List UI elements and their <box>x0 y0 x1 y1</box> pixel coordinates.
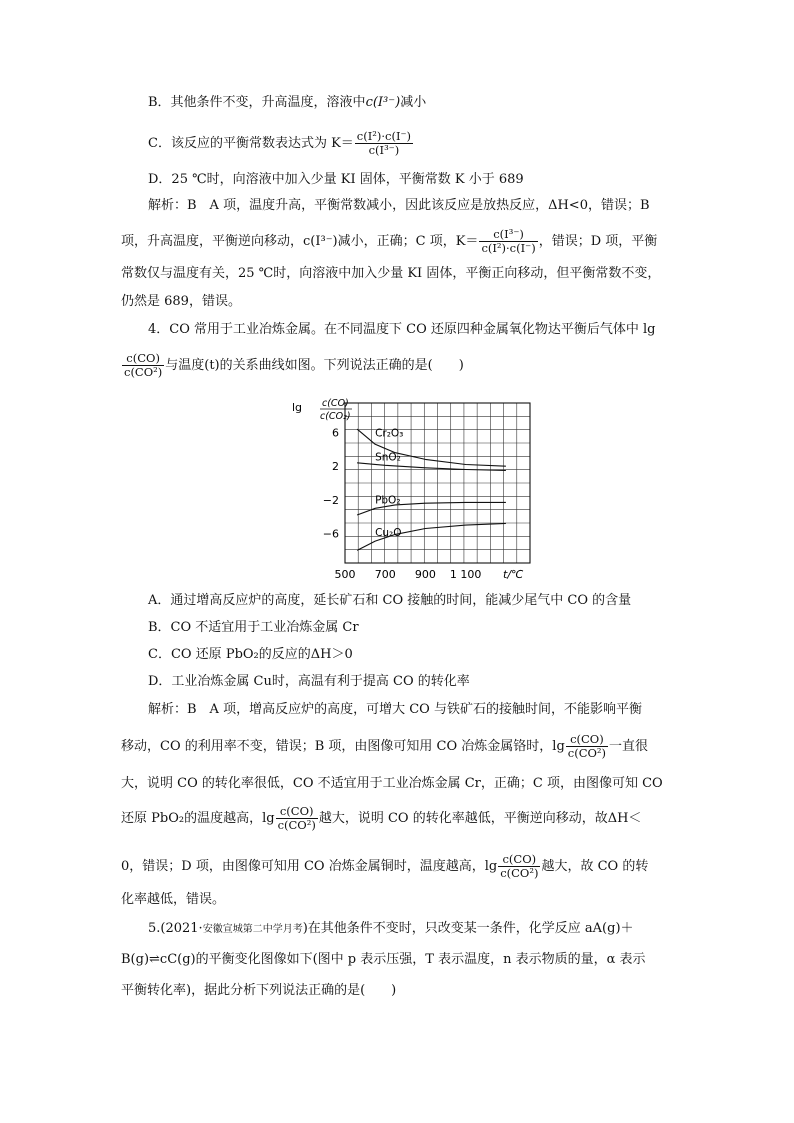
q4-option-c: C．CO 还原 PbO₂的反应的ΔH＞0 <box>148 647 353 662</box>
analysis-line-3: 常数仅与温度有关，25 ℃时，向溶液中加入少量 KI 固体，平衡正向移动，但平衡常数不变， <box>121 266 661 281</box>
question-4-line-1: 4．CO 常用于工业冶炼金属。在不同温度下 CO 还原四种金属氧化物达平衡后气体中 lg <box>148 322 656 337</box>
x-tick-label: 900 <box>414 568 436 581</box>
question-5-source: 安徽宣城第二中学月考 <box>202 924 303 935</box>
q4-analysis-numerator-3: c(CO) <box>498 853 540 867</box>
option-c-fraction <box>355 130 413 157</box>
q4-analysis-line-6: 化率越低，错误。 <box>121 892 226 907</box>
series-label: PbO₂ <box>375 494 401 507</box>
y-tick-label: −2 <box>322 493 339 507</box>
option-b-expr: c(I³⁻) <box>365 95 401 110</box>
option-c-line <box>148 130 414 157</box>
option-b-text: B．其他条件不变，升高温度，溶液中 <box>148 95 366 110</box>
q4-analysis-line-5-text: 0，错误；D 项，由图像可知用 CO 冶炼金属铜时，温度越高，lg <box>121 859 498 874</box>
analysis-line-4: 仍然是 689，错误。 <box>121 294 241 309</box>
y-tick-label: 2 <box>332 460 339 474</box>
series-line <box>357 463 506 471</box>
question-4-fraction <box>122 352 164 379</box>
question-4-text: 与温度(t)的关系曲线如图。下列说法正确的是( ) <box>165 358 464 373</box>
y-axis-numerator: c(CO) <box>322 398 349 409</box>
y-tick-label: 6 <box>332 426 339 440</box>
q4-analysis-denominator-3: c(CO²) <box>500 866 539 880</box>
option-c-numerator: c(I²)·c(I⁻) <box>356 129 412 143</box>
q4-analysis-numerator-1: c(CO) <box>566 733 608 747</box>
q4-analysis-line-2-end: 一直很 <box>609 739 649 754</box>
option-b-line <box>148 93 426 113</box>
option-b-end: 减小 <box>400 95 427 110</box>
analysis-k-fraction <box>479 228 537 255</box>
question-5-line-2: B(g)⇌cC(g)的平衡变化图像如下(图中 p 表示压强，T 表示温度，n 表示物质的量，α 表示 <box>121 952 646 967</box>
series-label: Cr₂O₃ <box>375 427 404 440</box>
q4-analysis-line-4 <box>121 805 641 832</box>
question-5-line-3: 平衡转化率)，据此分析下列说法正确的是( ) <box>121 983 397 998</box>
y-tick-label: −6 <box>322 527 339 541</box>
analysis-k-numerator: c(I³⁻) <box>479 228 537 242</box>
q4-analysis-line-2-text: 移动，CO 的利用率不变，错误；B 项，由图像可知用 CO 冶炼金属铬时，lg <box>121 739 565 754</box>
q4-analysis-numerator-2: c(CO) <box>276 805 318 819</box>
q4-analysis-line-4-end: 越大，说明 CO 的转化率越低，平衡逆向移动，故ΔH＜ <box>318 811 642 826</box>
question-5-text: )在其他条件不变时，只改变某一条件，化学反应 aA(g)＋ <box>302 921 634 936</box>
q4-analysis-denominator-1: c(CO²) <box>567 746 607 760</box>
x-tick-label: 500 <box>334 568 356 581</box>
analysis-line-2 <box>121 228 657 255</box>
analysis-line-2-end: ，错误；D 项，平衡 <box>538 234 658 249</box>
question-4-denominator: c(CO²) <box>124 365 163 379</box>
x-axis-label: t/℃ <box>503 568 524 581</box>
q4-analysis-fraction-1 <box>566 733 608 760</box>
q4-option-d: D．工业冶炼金属 Cu时，高温有利于提高 CO 的转化率 <box>148 674 470 689</box>
question-4-numerator: c(CO) <box>122 352 164 366</box>
analysis-line-2-text: 项，升高温度，平衡逆向移动，c(I³⁻)减小，正确；C 项，K＝ <box>121 234 479 249</box>
q4-option-b: B．CO 不适宜用于工业冶炼金属 Cr <box>148 620 359 635</box>
question-5-number: 5.(2021· <box>148 921 203 936</box>
series-label: SnO₂ <box>375 451 401 464</box>
x-tick-label: 1 100 <box>449 568 482 581</box>
q4-analysis-denominator-2: c(CO²) <box>277 818 316 832</box>
chart-grid <box>345 403 530 563</box>
y-axis-denominator: c(CO₂) <box>320 411 351 422</box>
option-c-denominator: c(I³⁻) <box>368 143 400 157</box>
analysis-line-1: 解析：B A 项，温度升高，平衡常数减小，因此该反应是放热反应，ΔH<0，错误；B <box>148 198 650 213</box>
y-axis-prefix: lg <box>292 401 303 414</box>
option-c-text: C．该反应的平衡常数表达式为 K＝ <box>148 136 354 151</box>
q4-analysis-line-5-end: 越大，故 CO 的转 <box>541 859 649 874</box>
x-tick-label: 700 <box>374 568 396 581</box>
equilibrium-chart <box>290 395 540 585</box>
analysis-k-denominator: c(I²)·c(I⁻) <box>481 241 536 255</box>
q4-analysis-fraction-2 <box>276 805 318 832</box>
q4-analysis-line-3: 大，说明 CO 的转化率很低，CO 不适宜用于工业冶炼金属 Cr，正确；C 项，由图像可知 CO <box>121 776 663 791</box>
q4-analysis-fraction-3 <box>498 853 540 880</box>
q4-analysis-line-4-text: 还原 PbO₂的温度越高，lg <box>121 811 275 826</box>
q4-analysis-line-5 <box>121 853 648 880</box>
question-4-line-2 <box>121 352 464 379</box>
q4-analysis-line-1: 解析：B A 项，增高反应炉的高度，可增大 CO 与铁矿石的接触时间，不能影响平衡 <box>148 702 642 717</box>
q4-analysis-line-2 <box>121 733 648 760</box>
series-label: Cu₂O <box>375 527 402 540</box>
question-5-line-1 <box>148 919 634 940</box>
option-d-line: D．25 ℃时，向溶液中加入少量 KI 固体，平衡常数 K 小于 689 <box>148 172 524 187</box>
q4-option-a: A．通过增高反应炉的高度，延长矿石和 CO 接触的时间，能减少尾气中 CO 的含量 <box>148 593 632 608</box>
chart-ticks <box>323 426 482 581</box>
